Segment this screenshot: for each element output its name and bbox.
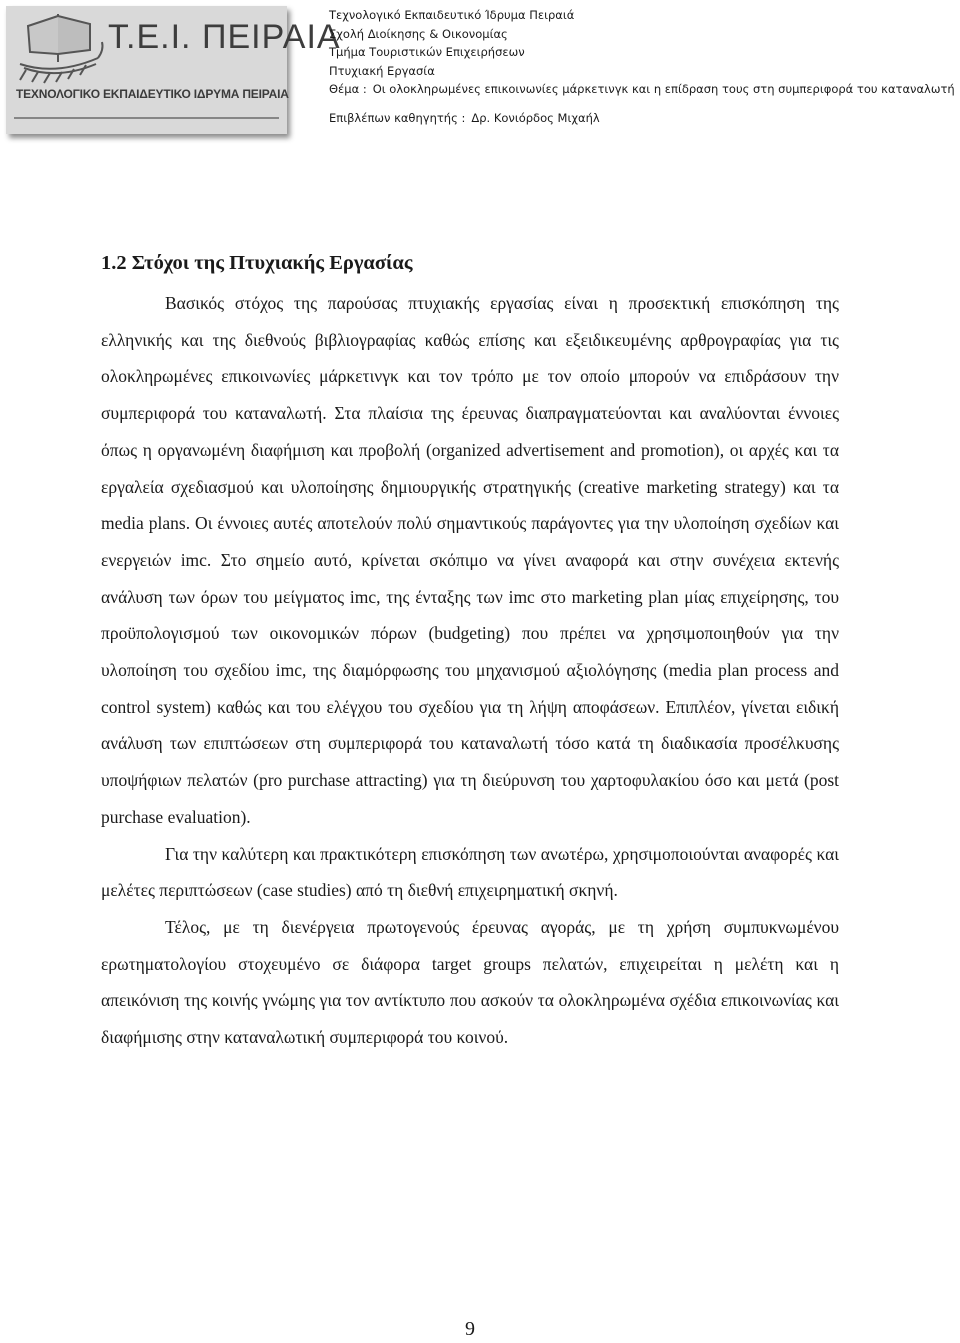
department-name: Τμήμα Τουριστικών Επιχειρήσεων — [329, 45, 525, 59]
document-header — [329, 6, 957, 127]
topic-text: Οι ολοκληρωμένες επικοινωνίες μάρκετινγκ και η επίδραση τους στη συμπεριφορά του καταναλωτή — [372, 82, 955, 96]
institution-name: Τεχνολογικό Εκπαιδευτικό Ίδρυμα Πειραιά — [329, 8, 575, 22]
logo-subtitle: ΤΕΧΝΟΛΟΓΙΚΟ ΕΚΠΑΙΔΕΥΤΙΚΟ ΙΔΡΥΜΑ ΠΕΙΡΑΙΑ — [16, 87, 289, 101]
paragraph: Βασικός στόχος της παρούσας πτυχιακής εργασίας είναι η προσεκτική επισκόπηση της ελληνικής και της διεθνούς βιβλιογραφίας καθώς επίσης και εξειδικευμένης αρθρογραφίας για τις ολοκληρωμένες επικοινωνίες μάρκετινγκ και τον τρόπο με τον οποίο μπορούν να επιδράσουν την συμπεριφορά του καταναλωτή. Στα πλαίσια της έρευνας διαπραγματεύονται και αναλύονται έννοιες όπως η οργανωμένη διαφήμιση και προβολή (organized advertisement and promotion), οι αρχές και τα εργαλεία σχεδιασμού και υλοποίησης δημιουργικής στρατηγικής (creative marketing strategy) και τα media plans. Οι έννοιες αυτές αποτελούν πολύ σημαντικούς παράγοντες για την υλοποίηση σχεδίων και ενεργειών imc. Στο σημείο αυτό, κρίνεται σκόπιμο να γίνει αναφορά και στην συνέχεια εκτενής ανάλυση των όρων του μείγματος imc, της ένταξης των imc στο marketing plan μίας επιχείρησης, του προϋπολογισμού των οικονομικών πόρων (budgeting) που πρέπει να χρησιμοποιηθούν για την υλοποίηση του σχεδίου imc, της διαμόρφωσης του μηχανισμού αξιολόγησης (media plan process and control system) καθώς και του ελέγχου του σχεδίου για τη λήψη αποφάσεων. Επιπλέον, γίνεται ειδική ανάλυση των επιπτώσεων στη συμπεριφορά του καταναλωτή τόσο κατά τη διαδικασία προσέλκυσης υποψήφιων πελατών (pro purchase attracting) για τη διεύρυνση του χαρτοφυλακίου όσο και μετά (post purchase evaluation). — [101, 293, 839, 827]
topic-line — [329, 80, 957, 99]
supervisor-label: Επιβλέπων καθηγητής : — [329, 110, 466, 125]
topic-label: Θέμα : — [329, 82, 367, 96]
section-heading: 1.2 Στόχοι της Πτυχιακής Εργασίας — [101, 252, 413, 274]
logo-title: Τ.Ε.Ι. ΠΕΙΡΑΙΑ — [108, 18, 341, 56]
supervisor-name: Δρ. Κονιόρδος Μιχαήλ — [471, 110, 600, 125]
school-name: Σχολή Διοίκησης & Οικονομίας — [329, 26, 508, 41]
section-body — [101, 285, 839, 1056]
paragraph: Τέλος, με τη διενέργεια πρωτογενούς έρευνας αγοράς, με τη χρήση συμπυκνωμένου ερωτηματολογίου στοχευμένο σε διάφορα target groups πελατών, επιχειρείται η μελέτη και η απεικόνιση της κοινής γνώμης για τον αντίκτυπο που ασκούν τα ολοκληρωμένα σχέδια επικοινωνίας και διαφήμισης στην καταναλωτική συμπεριφορά του κοινού. — [101, 916, 839, 1048]
document-type: Πτυχιακή Εργασία — [329, 63, 435, 78]
supervisor-line — [329, 109, 957, 128]
page-number: 9 — [465, 1318, 475, 1340]
institution-logo — [6, 6, 341, 134]
paragraph: Για την καλύτερη και πρακτικότερη επισκόπηση των ανωτέρω, χρησιμοποιούνται αναφορές και μελέτες περιπτώσεων (case studies) από τη διεθνή επιχειρηματική σκηνή. — [101, 843, 839, 901]
